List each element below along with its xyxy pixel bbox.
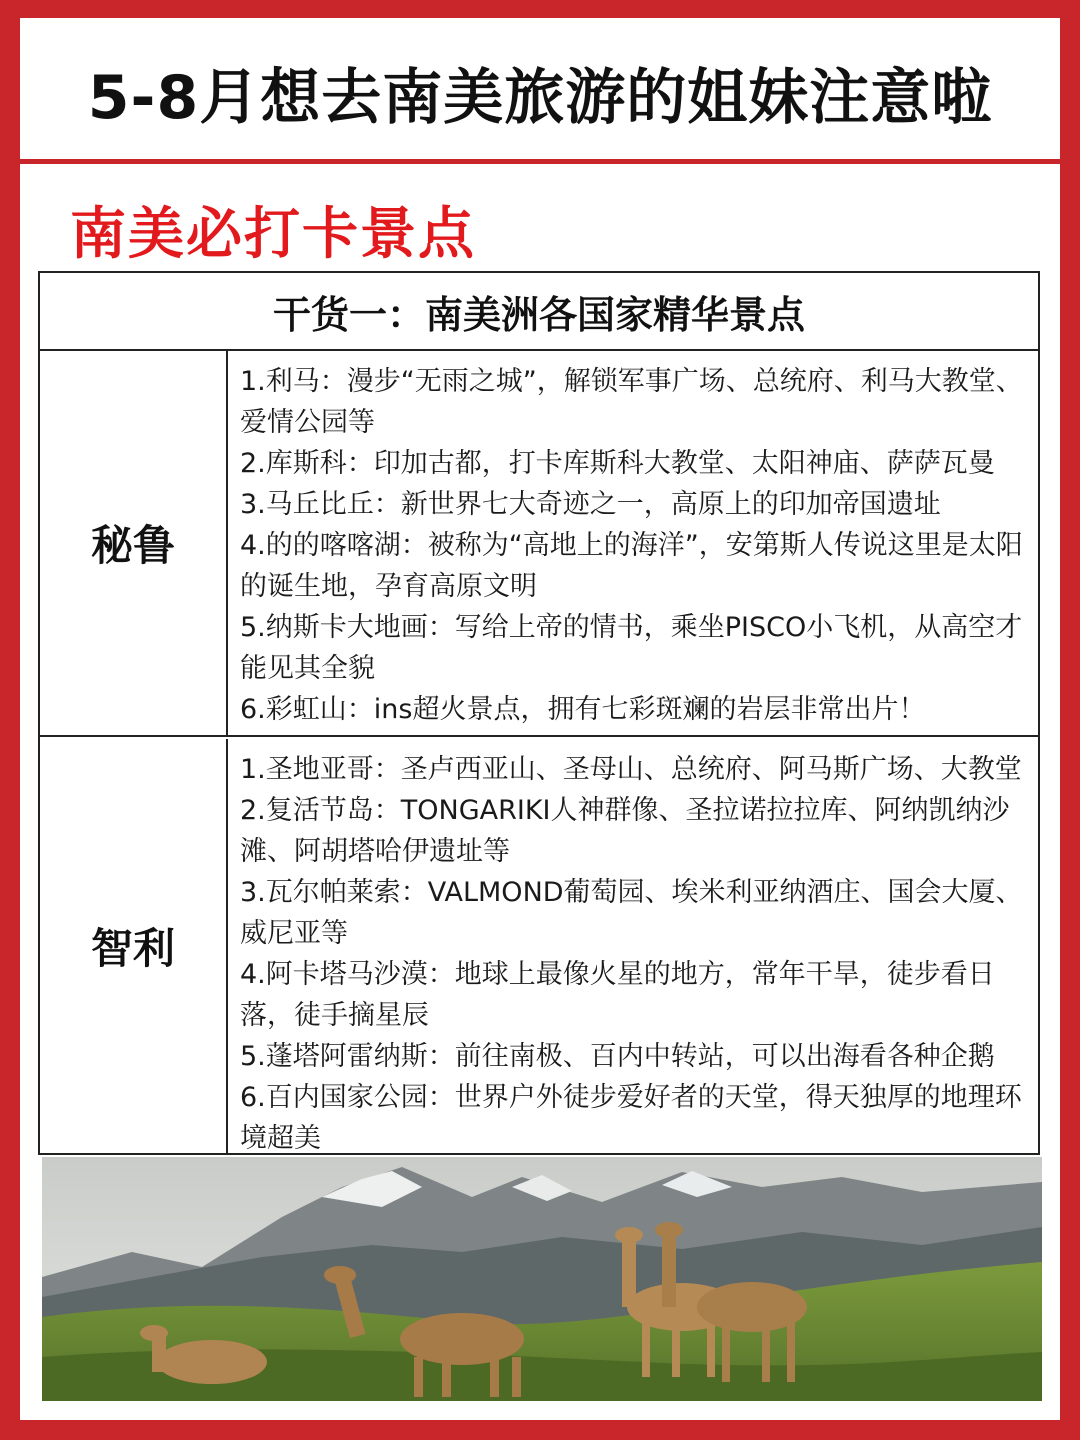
- attraction-item: 1.圣地亚哥：圣卢西亚山、圣母山、总统府、阿马斯广场、大教堂: [240, 754, 1022, 785]
- attraction-list-peru: [240, 361, 1030, 730]
- attraction-item: 4.阿卡塔马沙漠：地球上最像火星的地方，常年干旱，徒步看日落，徒手摘星辰: [240, 959, 995, 1031]
- guanaco-landscape-photo: [42, 1157, 1042, 1401]
- attraction-item: 2.复活节岛：TONGARIKI人神群像、圣拉诺拉拉库、阿纳凯纳沙滩、阿胡塔哈伊遗址等: [240, 795, 1010, 867]
- table-header: 干货一：南美洲各国家精华景点: [40, 273, 1038, 351]
- attraction-item: 6.彩虹山：ins超火景点，拥有七彩斑斓的岩层非常出片！: [240, 694, 926, 725]
- attraction-item: 1.利马：漫步“无雨之城”，解锁军事广场、总统府、利马大教堂、爱情公园等: [240, 366, 1023, 438]
- attraction-item: 3.马丘比丘：新世界七大奇迹之一，高原上的印加帝国遗址: [240, 489, 941, 520]
- table-row-chile: [40, 739, 1038, 1153]
- attraction-item: 5.蓬塔阿雷纳斯：前往南极、百内中转站，可以出海看各种企鹅: [240, 1041, 995, 1072]
- country-cell-peru: 秘鲁: [40, 351, 228, 735]
- attraction-item: 5.纳斯卡大地画：写给上帝的情书，乘坐PISCO小飞机，从高空才能见其全貌: [240, 612, 1023, 684]
- attractions-table: [38, 271, 1040, 1155]
- attraction-item: 2.库斯科：印加古都，打卡库斯科大教堂、太阳神庙、萨萨瓦曼: [240, 448, 995, 479]
- page-card: [20, 18, 1060, 1420]
- title-divider: [20, 159, 1060, 164]
- attraction-item: 3.瓦尔帕莱索：VALMOND葡萄园、埃米利亚纳酒庄、国会大厦、威尼亚等: [240, 877, 1023, 949]
- table-row-peru: [40, 351, 1038, 737]
- attraction-item: 4.的的喀喀湖：被称为“高地上的海洋”，安第斯人传说这里是太阳的诞生地，孕育高原文明: [240, 530, 1023, 602]
- country-cell-chile: 智利: [40, 739, 228, 1153]
- attraction-list-chile: [240, 749, 1030, 1159]
- section-heading: 南美必打卡景点: [70, 202, 476, 267]
- page-title: 5-8月想去南美旅游的姐妹注意啦: [87, 63, 993, 133]
- attraction-item: 6.百内国家公园：世界户外徒步爱好者的天堂，得天独厚的地理环境超美: [240, 1082, 1022, 1154]
